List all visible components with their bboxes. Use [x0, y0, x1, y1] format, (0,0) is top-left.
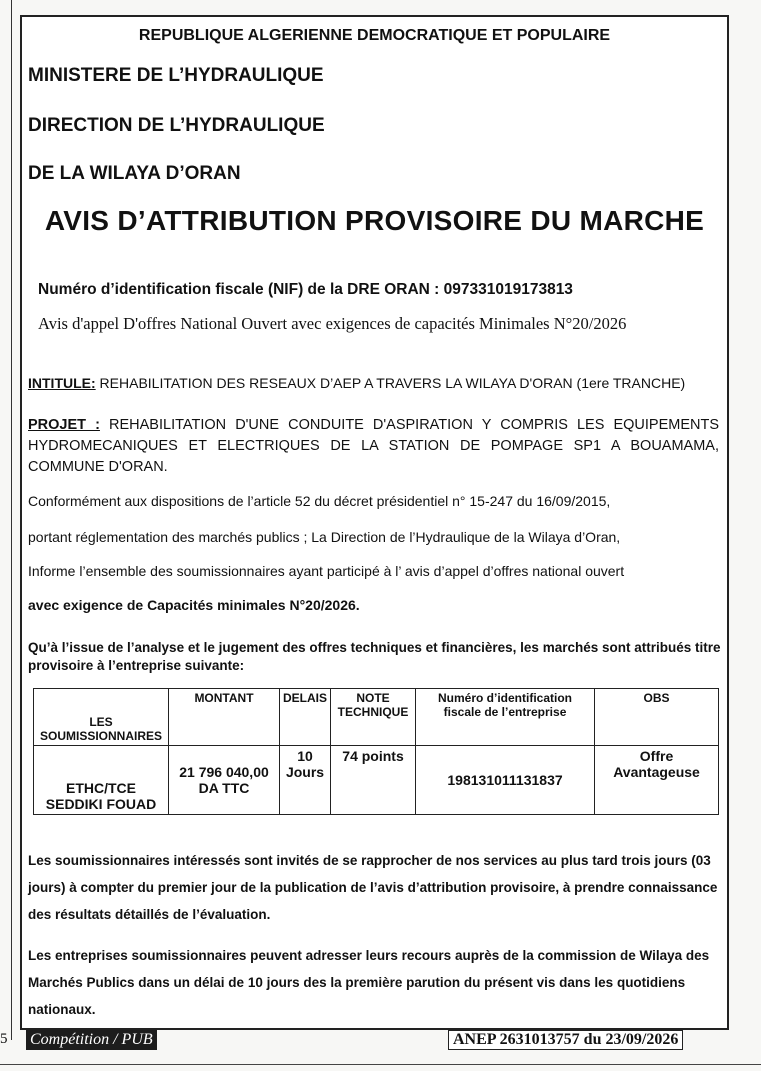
notice-title: AVIS D’ATTRIBUTION PROVISOIRE DU MARCHE [44, 205, 705, 236]
intitule-label: INTITULE: [28, 375, 96, 391]
projet-paragraph [28, 415, 719, 478]
anep-reference: ANEP 2631013757 du 23/09/2026 [448, 1030, 683, 1050]
body-line: portant réglementation des marchés publics ; La Direction de l’Hydraulique de la Wilaya d’Oran, [28, 529, 621, 545]
table-cell: ETHC/TCE SEDDIKI FOUAD [34, 746, 169, 815]
notice-frame [20, 15, 729, 1030]
publication-tag: Compétition / PUB [26, 1030, 157, 1050]
body-line: avec exigence de Capacités minimales N°20/2026. [28, 597, 360, 613]
award-intro: Qu’à l’issue de l’analyse et le jugement des offres techniques et financières, les marchés sont attribués titre provisoire à l’entreprise suivante: [28, 640, 721, 673]
table-cell: 21 796 040,00 DA TTC [169, 746, 280, 815]
ministry-header: MINISTERE DE L’HYDRAULIQUE [28, 65, 324, 86]
table-cell: Offre Avantageuse [595, 746, 719, 815]
page-edge-number: 5 [0, 1031, 8, 1047]
country-header: REPUBLIQUE ALGERIENNE DEMOCRATIQUE ET POPULAIRE [138, 27, 611, 44]
table-header-row [34, 689, 719, 746]
projet-label: PROJET : [28, 417, 100, 433]
table-row [34, 746, 719, 815]
projet-text: REHABILITATION D'UNE CONDUITE D'ASPIRATION Y COMPRIS LES EQUIPEMENTS HYDROMECANIQUES ET ELECTRIQUES DE LA STATION DE POMPAGE SP1 A BOUAMAMA, COMMUNE D'ORAN. [28, 417, 720, 475]
wilaya-header: DE LA WILAYA D’ORAN [28, 163, 241, 184]
table-header-cell: OBS [595, 689, 719, 746]
tender-reference-line: Avis d'appel D'offres National Ouvert avec exigences de capacités Minimales N°20/2026 [38, 314, 627, 333]
table-cell: 74 points [331, 746, 416, 815]
table-header-cell: DELAIS [280, 689, 331, 746]
table-header-cell: Numéro d’identification fiscale de l’entreprise [416, 689, 595, 746]
page-margin-rule [11, 0, 12, 1040]
body-line: Informe l’ensemble des soumissionnaires ayant participé à l’ avis d’appel d’offres national ouvert [28, 563, 625, 579]
body-line: Conformément aux dispositions de l’article 52 du décret présidentiel n° 15-247 du 16/09/2015, [28, 493, 611, 509]
table-cell: 198131011131837 [416, 746, 595, 815]
table-cell: 10 Jours [280, 746, 331, 815]
intitule-line [28, 375, 685, 391]
page-bottom-rule [0, 1064, 761, 1065]
closing-paragraph: Les entreprises soumissionnaires peuvent adresser leurs recours auprès de la commission de Wilaya des Marchés Publics dans un délai de 10 jours des la première parution du présent vis dans les quotidiens nationaux. [28, 948, 710, 1017]
nif-line: Numéro d’identification fiscale (NIF) de la DRE ORAN : 097331019173813 [38, 281, 573, 298]
table-header-cell: NOTE TECHNIQUE [331, 689, 416, 746]
table-header-cell: MONTANT [169, 689, 280, 746]
award-table [33, 688, 719, 815]
closing-paragraph: Les soumissionnaires intéressés sont invités de se rapprocher de nos services au plus tard trois jours (03 jours) à compter du premier jour de la publication de l’avis d’attribution provisoire, à prendre connaissance des résultats détaillés de l’évaluation. [28, 853, 718, 922]
direction-header: DIRECTION DE L’HYDRAULIQUE [28, 115, 325, 136]
intitule-text: REHABILITATION DES RESEAUX D’AEP A TRAVERS LA WILAYA D'ORAN (1ere TRANCHE) [95, 375, 686, 391]
table-header-cell: LES SOUMISSIONNAIRES [34, 689, 169, 746]
